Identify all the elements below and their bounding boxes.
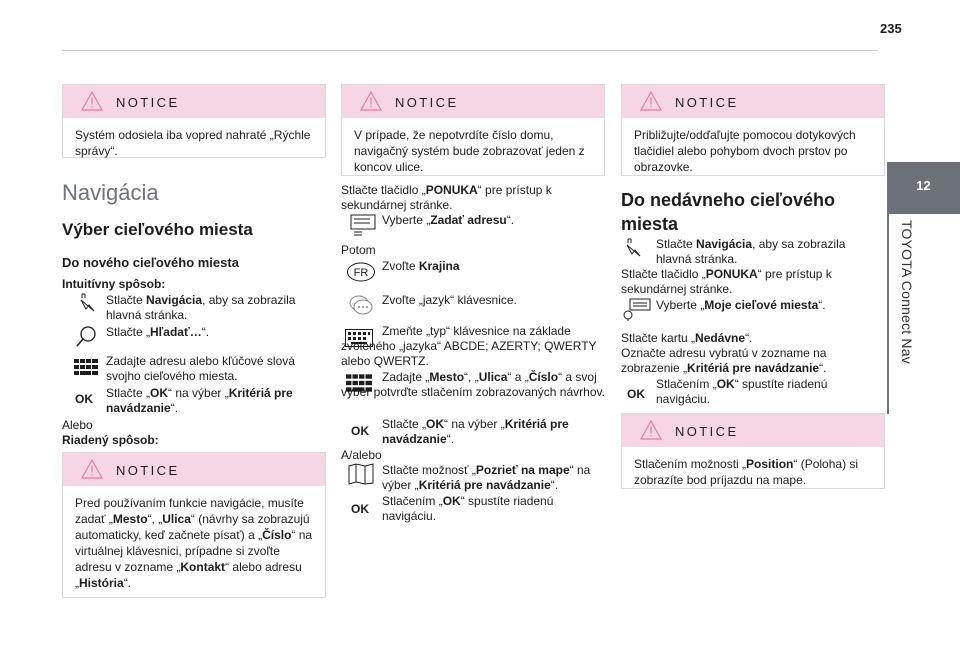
menu-list-icon [350, 214, 376, 236]
chapter-bar [887, 214, 889, 414]
destinations-icon [622, 298, 652, 322]
ok-button-icon: OK [351, 424, 369, 438]
notice-header [63, 453, 325, 486]
chapter-number: 12 [916, 178, 931, 193]
notice-title: NOTICE [675, 95, 739, 110]
warning-triangle-icon [640, 420, 662, 440]
navigation-arrow-icon [626, 238, 642, 258]
warning-triangle-icon [81, 91, 103, 111]
ok-button-icon: OK [75, 392, 93, 406]
warning-triangle-icon [81, 459, 103, 479]
notice-text: V prípade, že nepotvrdíte číslo domu, navigačný systém bude zobrazovať jeden z koncov ulice. [354, 128, 585, 174]
notice-text: Stlačením možnosti „Position“ (Poloha) si zobrazíte bod príjazdu na mape. [634, 457, 859, 487]
ok-button-icon: OK [627, 387, 645, 401]
notice-header [622, 414, 884, 447]
step-menu: Stlačte tlačidlo „PONUKA“ pre prístup k sekundárnej stránke. [621, 267, 832, 296]
subsection-title: Výber cieľového miesta [62, 220, 253, 239]
notice-box [621, 84, 885, 176]
notice-title: NOTICE [116, 463, 180, 478]
step-navigation: Stlačte Navigácia, aby sa zobrazila hlavná stránka. [656, 237, 846, 266]
step-ok-criteria: Stlačte „OK“ na výber „Kritériá pre navádzanie“. [382, 417, 569, 446]
notice-header [622, 85, 884, 118]
header-divider [62, 50, 878, 51]
section-title: Navigácia [62, 180, 159, 205]
step-ok-criteria: Stlačte „OK“ na výber „Kritériá pre navádzanie“. [106, 386, 293, 415]
notice-box [62, 452, 326, 598]
subsection-title: Do nedávneho cieľového miesta [621, 190, 835, 234]
step-keyboard-type: Zmeňte „typ“ klávesnice na základe zvoleného „jazyka“ ABCDE; AZERTY; QWERTY alebo QWERTZ. [341, 324, 597, 368]
page-number: 235 [880, 21, 902, 36]
step-address-fields: Zadajte „Mesto“, „Ulica“ a „Číslo“ a svoj výber potvrďte stlačením zobrazovaných návrhov. [341, 370, 605, 399]
then-label: Potom [341, 243, 376, 257]
notice-box [621, 413, 885, 489]
notice-header [342, 85, 604, 118]
step-start-navigation: Stlačením „OK“ spustíte riadenú navigáciu. [382, 494, 554, 523]
step-search: Stlačte „Hľadať…“. [106, 325, 210, 339]
notice-box [62, 84, 326, 158]
notice-text: Systém odosiela iba vopred nahraté „Rýchle správy“. [75, 128, 311, 158]
notice-text: Pred používaním funkcie navigácie, musíte zadať „Mesto“, „Ulica“ (návrhy sa zobrazujú automaticky, keď začnete písať) a „Číslo“ na virtuálnej klávesnici, prípadne si zvoľte adresu v zozname „Kontakt“ alebo adresu „História“. [75, 496, 313, 590]
language-icon [347, 293, 375, 317]
keyboard-icon [74, 359, 98, 375]
guided-label: Riadený spôsob: [62, 433, 159, 447]
search-magnifier-icon [76, 325, 98, 347]
notice-text: Približujte/odďaľujte pomocou dotykových tlačidiel alebo pohybom dvoch prstov po obrazovke. [634, 128, 856, 174]
step-language: Zvoľte „jazyk“ klávesnice. [382, 293, 517, 307]
flag-country-icon [346, 262, 376, 282]
subsubsection-title: Do nového cieľového miesta [62, 255, 239, 270]
notice-title: NOTICE [395, 95, 459, 110]
step-view-map: Stlačte možnosť „Pozrieť na mape“ na výber „Kritériá pre navádzanie“. [382, 463, 591, 492]
notice-box [341, 84, 605, 176]
step-start-navigation: Stlačením „OK“ spustíte riadenú navigáciu. [656, 377, 828, 406]
svg-text:FR: FR [353, 267, 369, 279]
step-navigation: Stlačte Navigácia, aby sa zobrazila hlavná stránka. [106, 293, 296, 322]
warning-triangle-icon [360, 91, 382, 111]
ok-button-icon: OK [351, 502, 369, 516]
warning-triangle-icon [640, 91, 662, 111]
step-menu: Stlačte tlačidlo „PONUKA“ pre prístup k sekundárnej stránke. [341, 183, 552, 212]
notice-header [63, 85, 325, 118]
chapter-tab [887, 162, 960, 214]
intuitive-label: Intuitívny spôsob: [62, 277, 166, 291]
map-icon [348, 463, 374, 485]
step-country: Zvoľte Krajina [382, 259, 460, 273]
navigation-arrow-icon [80, 293, 96, 313]
step-my-destinations: Vyberte „Moje cieľové miesta“. [656, 298, 826, 312]
notice-title: NOTICE [116, 95, 180, 110]
step-enter-address-menu: Vyberte „Zadať adresu“. [382, 213, 515, 227]
chapter-label: TOYOTA Connect Nav [899, 220, 915, 364]
step-recent-tab: Stlačte kartu „Nedávne“. [621, 331, 753, 345]
step-enter-address: Zadajte adresu alebo kľúčové slová svojho cieľového miesta. [106, 354, 295, 383]
notice-title: NOTICE [675, 424, 739, 439]
or-label: Alebo [62, 418, 93, 432]
and-or-label: A/alebo [341, 448, 382, 462]
step-select-address: Označte adresu vybratú v zozname na zobrazenie „Kritériá pre navádzanie“. [621, 346, 827, 375]
